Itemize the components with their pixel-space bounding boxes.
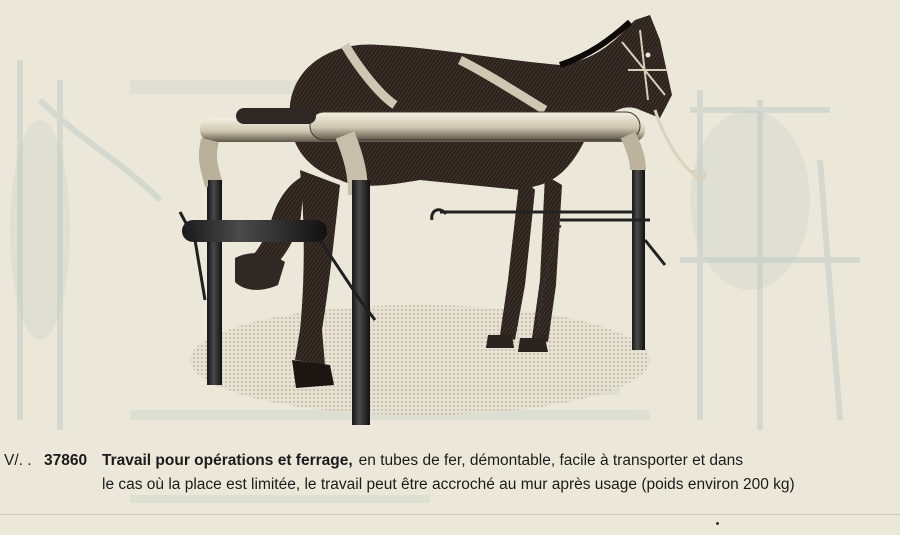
frame-corner-left [208,140,214,185]
description-line-2: le cas où la place est limitée, le travail peut être accroché au mur après usage (poids environ 200 kg) [102,476,795,493]
leg-support-bar [182,220,327,242]
catalog-caption [4,449,892,497]
catalog-prefix: V/. . [4,452,32,469]
item-title: Travail pour opérations et ferrage, [102,452,353,469]
caption-line-1 [4,449,892,473]
catalog-number: 37860 [44,452,88,469]
description-line-1: en tubes de fer, démontable, facile à transporter et dans [358,452,743,469]
rear-post-right [632,160,645,350]
top-rail-front [310,112,640,140]
ink-speck [716,522,719,525]
frame-corner-right [628,135,638,170]
top-rail-back [236,108,316,124]
page-divider [0,514,900,515]
front-post-center [208,180,222,385]
caption-line-2 [4,473,892,497]
ground-shadow [190,305,650,415]
